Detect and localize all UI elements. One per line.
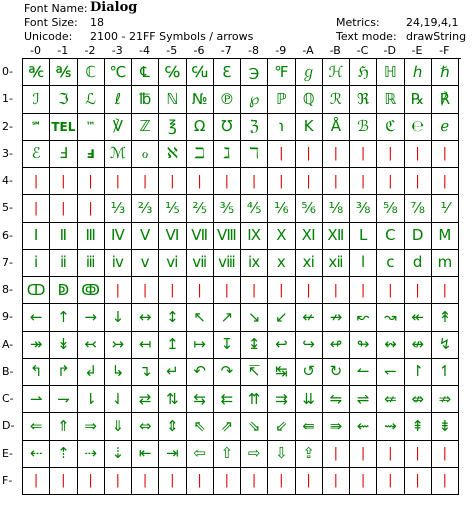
glyph-cell: ↥: [159, 332, 186, 359]
missing-glyph-cell: |: [377, 441, 404, 468]
glyph-cell: ⅓: [105, 195, 132, 222]
text-mode-label: Text mode:: [336, 30, 397, 43]
missing-glyph-cell: |: [432, 168, 459, 195]
glyph-cell: ⇪: [296, 441, 323, 468]
glyph-cell: ↮: [405, 332, 432, 359]
glyph-cell: ↚: [296, 304, 323, 331]
glyph-cell: ⅱ: [50, 250, 77, 277]
glyph-cell: ⇃: [105, 386, 132, 413]
glyph-cell: ⇚: [296, 413, 323, 440]
glyph-cell: ⇊: [296, 386, 323, 413]
glyph-cell: ℟: [432, 86, 459, 113]
glyph-cell: ↼: [350, 359, 377, 386]
glyph-cell: ⅲ: [78, 250, 105, 277]
glyph-cell: ⇏: [432, 386, 459, 413]
glyph-cell: ⇝: [377, 413, 404, 440]
glyph-cell: ℏ: [432, 59, 459, 86]
glyph-cell: ↙: [268, 304, 295, 331]
glyph-cell: ↛: [323, 304, 350, 331]
missing-glyph-cell: |: [78, 468, 105, 495]
metrics-label: Metrics:: [336, 16, 380, 29]
row-header: E-: [2, 446, 13, 460]
missing-glyph-cell: |: [350, 168, 377, 195]
glyph-cell: ⇞: [405, 413, 432, 440]
glyph-cell: Ⅾ: [405, 223, 432, 250]
glyph-cell: ⇖: [187, 413, 214, 440]
glyph-cell: ℳ: [105, 141, 132, 168]
row-header: 4-: [2, 174, 13, 187]
glyph-cell: ℔: [132, 86, 159, 113]
row-header: 6-: [2, 228, 13, 242]
glyph-cell: ⇙: [268, 413, 295, 440]
glyph-cell: ℶ: [187, 141, 214, 168]
glyph-cell: ↞: [405, 304, 432, 331]
glyph-cell: ↬: [350, 332, 377, 359]
missing-glyph-cell: |: [105, 168, 132, 195]
glyph-cell: ⅹ: [268, 250, 295, 277]
glyph-cell: ⇒: [78, 413, 105, 440]
glyph-cell: ℧: [214, 114, 241, 141]
missing-glyph-cell: |: [432, 441, 459, 468]
glyph-cell: ⇂: [78, 386, 105, 413]
row-header: C-: [2, 392, 14, 405]
glyph-cell: Ⅰ: [23, 223, 50, 250]
glyph-cell: ↭: [377, 332, 404, 359]
glyph-cell: Ⅳ: [105, 223, 132, 250]
missing-glyph-cell: |: [50, 195, 77, 222]
column-header: -0: [30, 44, 41, 57]
missing-glyph-cell: |: [432, 277, 459, 304]
glyph-cell: →: [78, 304, 105, 331]
glyph-cell: ℵ: [159, 141, 186, 168]
glyph-cell: ⅙: [268, 195, 295, 222]
column-header: -E: [411, 44, 423, 57]
glyph-cell: ℋ: [323, 59, 350, 86]
glyph-cell: ⇅: [159, 386, 186, 413]
glyph-cell: ⅚: [296, 195, 323, 222]
glyph-cell: ⇣: [105, 441, 132, 468]
glyph-cell: ℍ: [377, 59, 404, 86]
glyph-cell: ℩: [268, 114, 295, 141]
column-header: -8: [248, 44, 259, 57]
glyph-cell: ↿: [432, 359, 459, 386]
glyph-cell: ⅾ: [405, 250, 432, 277]
glyph-cell: ℸ: [241, 141, 268, 168]
missing-glyph-cell: |: [323, 141, 350, 168]
glyph-cell: ⅜: [350, 195, 377, 222]
glyph-cell: ↦: [187, 332, 214, 359]
missing-glyph-cell: |: [405, 441, 432, 468]
row-header: 3-: [2, 146, 13, 160]
glyph-cell: ⇕: [159, 413, 186, 440]
glyph-cell: ⇌: [350, 386, 377, 413]
glyph-cell: ↶: [187, 359, 214, 386]
glyph-cell: ↳: [105, 359, 132, 386]
glyph-cell: ℷ: [214, 141, 241, 168]
unicode-label: Unicode:: [24, 30, 73, 43]
glyph-cell: ↑: [50, 304, 77, 331]
glyph-cell: ℎ: [405, 59, 432, 86]
glyph-cell: ↔: [132, 304, 159, 331]
glyph-cell: ⅷ: [214, 250, 241, 277]
missing-glyph-cell: |: [323, 277, 350, 304]
missing-glyph-cell: |: [50, 468, 77, 495]
missing-glyph-cell: |: [23, 468, 50, 495]
glyph-cell: Ⅶ: [187, 223, 214, 250]
glyph-cell: ↟: [432, 304, 459, 331]
row-header: F-: [2, 473, 13, 487]
glyph-cell: ↢: [78, 332, 105, 359]
missing-glyph-cell: |: [432, 468, 459, 495]
metrics-value: 24,19,4,1: [406, 16, 459, 29]
glyph-cell: ⅖: [187, 195, 214, 222]
glyph-cell: ⅻ: [323, 250, 350, 277]
missing-glyph-cell: |: [296, 277, 323, 304]
glyph-cell: ℞: [405, 86, 432, 113]
glyph-cell: ⇆: [187, 386, 214, 413]
glyph-cell: ℐ: [23, 86, 50, 113]
glyph-cell: ↲: [78, 359, 105, 386]
glyph-cell: ℤ: [132, 114, 159, 141]
glyph-cell: ⅛: [323, 195, 350, 222]
column-header: -F: [439, 44, 450, 57]
missing-glyph-cell: |: [268, 277, 295, 304]
glyph-cell: ⇄: [132, 386, 159, 413]
missing-glyph-cell: |: [159, 168, 186, 195]
glyph-cell: ℰ: [23, 141, 50, 168]
row-header: 1-: [2, 92, 13, 106]
row-header: 5-: [2, 201, 13, 215]
font-size-value: 18: [90, 16, 104, 29]
column-header: -A: [302, 44, 314, 57]
missing-glyph-cell: |: [405, 277, 432, 304]
missing-glyph-cell: |: [241, 468, 268, 495]
glyph-cell: ℁: [50, 59, 77, 86]
glyph-cell: ⅿ: [432, 250, 459, 277]
missing-glyph-cell: |: [296, 168, 323, 195]
glyph-cell: ⅞: [405, 195, 432, 222]
missing-glyph-cell: |: [350, 441, 377, 468]
missing-glyph-cell: |: [78, 195, 105, 222]
glyph-cell: ↜: [350, 304, 377, 331]
glyph-cell: Å: [323, 114, 350, 141]
glyph-cell: ↽: [377, 359, 404, 386]
glyph-cell: ↨: [241, 332, 268, 359]
glyph-cell: ↧: [214, 332, 241, 359]
missing-glyph-cell: |: [214, 168, 241, 195]
glyph-cell: ↺: [296, 359, 323, 386]
glyph-cell: ⅸ: [241, 250, 268, 277]
glyph-cell: ⇗: [214, 413, 241, 440]
glyph-cell: ⇨: [241, 441, 268, 468]
column-header: -2: [84, 44, 96, 57]
glyph-cell: ℓ: [105, 86, 132, 113]
glyph-cell: ℙ: [268, 86, 295, 113]
glyph-cell: ℊ: [296, 59, 323, 86]
glyph-cell: ⇐: [23, 413, 50, 440]
glyph-grid: [22, 58, 461, 495]
glyph-cell: ⅔: [132, 195, 159, 222]
glyph-cell: ℥: [159, 114, 186, 141]
glyph-cell: ℨ: [241, 114, 268, 141]
glyph-cell: K: [296, 114, 323, 141]
glyph-cell: ⅽ: [377, 250, 404, 277]
glyph-cell: ⇔: [132, 413, 159, 440]
row-header: 7-: [2, 255, 13, 269]
missing-glyph-cell: |: [377, 168, 404, 195]
glyph-cell: ⇀: [23, 386, 50, 413]
column-header: -7: [220, 44, 232, 57]
glyph-cell: ⅰ: [23, 250, 50, 277]
missing-glyph-cell: |: [105, 468, 132, 495]
glyph-cell: ↰: [23, 359, 50, 386]
glyph-cell: ⇓: [105, 413, 132, 440]
glyph-cell: ⇦: [187, 441, 214, 468]
unicode-range-value: 2100 - 21FF Symbols / arrows: [90, 30, 254, 43]
glyph-cell: ↹: [268, 359, 295, 386]
glyph-cell: Ⅽ: [377, 223, 404, 250]
glyph-cell: ℇ: [214, 59, 241, 86]
glyph-cell: ℕ: [159, 86, 186, 113]
glyph-cell: Ⅸ: [241, 223, 268, 250]
glyph-cell: ↻: [323, 359, 350, 386]
missing-glyph-cell: |: [268, 468, 295, 495]
missing-glyph-cell: |: [23, 195, 50, 222]
glyph-cell: ℑ: [50, 86, 77, 113]
missing-glyph-cell: |: [405, 168, 432, 195]
glyph-cell: ↓: [105, 304, 132, 331]
glyph-cell: ⇤: [132, 441, 159, 468]
glyph-cell: ↪: [296, 332, 323, 359]
glyph-cell: Ⅼ: [350, 223, 377, 250]
glyph-cell: ℉: [268, 59, 295, 86]
missing-glyph-cell: |: [323, 441, 350, 468]
glyph-cell: ℝ: [377, 86, 404, 113]
missing-glyph-cell: |: [268, 141, 295, 168]
row-header: 9-: [2, 310, 13, 324]
glyph-cell: ↠: [23, 332, 50, 359]
missing-glyph-cell: |: [187, 468, 214, 495]
missing-glyph-cell: |: [241, 168, 268, 195]
glyph-cell: ℄: [132, 59, 159, 86]
glyph-cell: ℮: [405, 114, 432, 141]
glyph-cell: ⇥: [159, 441, 186, 468]
font-size-label: Font Size:: [24, 16, 78, 29]
missing-glyph-cell: |: [268, 168, 295, 195]
column-header: -C: [356, 44, 369, 57]
glyph-cell: ⅵ: [159, 250, 186, 277]
missing-glyph-cell: |: [405, 468, 432, 495]
missing-glyph-cell: |: [159, 468, 186, 495]
column-header: -3: [111, 44, 123, 57]
glyph-cell: ⇧: [214, 441, 241, 468]
missing-glyph-cell: |: [214, 277, 241, 304]
glyph-cell: ⅺ: [296, 250, 323, 277]
missing-glyph-cell: |: [105, 277, 132, 304]
glyph-cell: Ⅿ: [432, 223, 459, 250]
glyph-cell: ⇍: [377, 386, 404, 413]
glyph-cell: ℴ: [132, 141, 159, 168]
glyph-cell: ↸: [241, 359, 268, 386]
glyph-cell: ↾: [405, 359, 432, 386]
glyph-cell: ⇟: [432, 413, 459, 440]
glyph-cell: ℂ: [78, 59, 105, 86]
glyph-cell: Ⅲ: [78, 223, 105, 250]
column-header: -1: [57, 44, 69, 57]
missing-glyph-cell: |: [296, 141, 323, 168]
glyph-cell: ℅: [159, 59, 186, 86]
glyph-cell: ⇘: [241, 413, 268, 440]
column-header: -6: [193, 44, 205, 57]
column-header: -D: [383, 44, 396, 57]
glyph-cell: ⇈: [241, 386, 268, 413]
missing-glyph-cell: |: [350, 277, 377, 304]
glyph-cell: ↩: [268, 332, 295, 359]
glyph-cell: ↱: [50, 359, 77, 386]
row-header: 2-: [2, 119, 13, 133]
glyph-cell: ⇉: [268, 386, 295, 413]
glyph-cell: №: [187, 86, 214, 113]
glyph-cell: Ⅱ: [50, 223, 77, 250]
glyph-cell: ↡: [50, 332, 77, 359]
glyph-cell: ℒ: [78, 86, 105, 113]
glyph-cell: ↀ: [23, 277, 50, 304]
missing-glyph-cell: |: [132, 277, 159, 304]
glyph-cell: ⇎: [405, 386, 432, 413]
glyph-cell: ⅴ: [132, 250, 159, 277]
glyph-cell: ℚ: [296, 86, 323, 113]
glyph-cell: ⅟: [432, 195, 459, 222]
glyph-cell: ℗: [214, 86, 241, 113]
glyph-cell: ⅝: [377, 195, 404, 222]
glyph-cell: ⇠: [23, 441, 50, 468]
glyph-cell: ℌ: [350, 59, 377, 86]
glyph-cell: ℛ: [323, 86, 350, 113]
glyph-cell: ⇢: [78, 441, 105, 468]
glyph-cell: ℘: [241, 86, 268, 113]
font-name-label: Font Name:: [24, 2, 88, 15]
row-header: B-: [2, 364, 14, 378]
glyph-cell: Ⅵ: [159, 223, 186, 250]
glyph-cell: ↷: [214, 359, 241, 386]
glyph-cell: Ⅷ: [214, 223, 241, 250]
glyph-cell: ℆: [187, 59, 214, 86]
glyph-cell: ℀: [23, 59, 50, 86]
glyph-cell: ⇩: [268, 441, 295, 468]
glyph-cell: ↴: [132, 359, 159, 386]
glyph-cell: ⅼ: [350, 250, 377, 277]
glyph-cell: ℃: [105, 59, 132, 86]
row-header: D-: [2, 419, 15, 433]
column-header: -4: [139, 44, 150, 57]
glyph-cell: ⇜: [350, 413, 377, 440]
glyph-cell: ↂ: [78, 277, 105, 304]
glyph-cell: ↤: [132, 332, 159, 359]
glyph-cell: Ⅻ: [323, 223, 350, 250]
glyph-cell: ⅳ: [105, 250, 132, 277]
glyph-cell: ↝: [377, 304, 404, 331]
missing-glyph-cell: |: [78, 168, 105, 195]
missing-glyph-cell: |: [159, 277, 186, 304]
missing-glyph-cell: |: [187, 168, 214, 195]
glyph-cell: ⇑: [50, 413, 77, 440]
glyph-cell: ↁ: [50, 277, 77, 304]
missing-glyph-cell: |: [405, 141, 432, 168]
missing-glyph-cell: |: [377, 277, 404, 304]
glyph-cell: ←: [23, 304, 50, 331]
missing-glyph-cell: |: [50, 168, 77, 195]
glyph-cell: ⇡: [50, 441, 77, 468]
glyph-cell: ↣: [105, 332, 132, 359]
glyph-cell: ℈: [241, 59, 268, 86]
glyph-cell: ↘: [241, 304, 268, 331]
glyph-cell: ℜ: [350, 86, 377, 113]
glyph-cell: ℬ: [350, 114, 377, 141]
glyph-cell: ↖: [187, 304, 214, 331]
column-header: -B: [329, 44, 341, 57]
glyph-cell: ⅘: [241, 195, 268, 222]
glyph-cell: ⅶ: [187, 250, 214, 277]
glyph-cell: Ⅴ: [132, 223, 159, 250]
glyph-cell: ™: [78, 114, 105, 141]
missing-glyph-cell: |: [187, 277, 214, 304]
glyph-cell: Ω: [187, 114, 214, 141]
missing-glyph-cell: |: [296, 468, 323, 495]
glyph-cell: ℣: [105, 114, 132, 141]
missing-glyph-cell: |: [132, 468, 159, 495]
row-header: 0-: [2, 65, 13, 78]
glyph-cell: ℠: [23, 114, 50, 141]
glyph-cell: ⇛: [323, 413, 350, 440]
glyph-cell: ℭ: [377, 114, 404, 141]
glyph-cell: ⇁: [50, 386, 77, 413]
glyph-cell: Ⅹ: [268, 223, 295, 250]
missing-glyph-cell: |: [350, 468, 377, 495]
missing-glyph-cell: |: [323, 468, 350, 495]
column-header: -5: [166, 44, 178, 57]
glyph-cell: ⇋: [323, 386, 350, 413]
glyph-cell: ⅗: [214, 195, 241, 222]
missing-glyph-cell: |: [214, 468, 241, 495]
missing-glyph-cell: |: [23, 168, 50, 195]
glyph-cell: ℯ: [432, 114, 459, 141]
missing-glyph-cell: |: [350, 141, 377, 168]
glyph-cell: TEL: [50, 114, 77, 141]
glyph-cell: ↵: [159, 359, 186, 386]
text-mode-value: drawString: [406, 30, 467, 43]
glyph-cell: ⅕: [159, 195, 186, 222]
glyph-cell: ↕: [159, 304, 186, 331]
glyph-cell: ⇇: [214, 386, 241, 413]
missing-glyph-cell: |: [432, 141, 459, 168]
missing-glyph-cell: |: [132, 168, 159, 195]
glyph-cell: ↫: [323, 332, 350, 359]
missing-glyph-cell: |: [241, 277, 268, 304]
missing-glyph-cell: |: [377, 141, 404, 168]
missing-glyph-cell: |: [377, 468, 404, 495]
glyph-cell: Ⅎ: [78, 141, 105, 168]
missing-glyph-cell: |: [323, 168, 350, 195]
row-header: A-: [2, 337, 14, 351]
glyph-cell: Ⅎ: [50, 141, 77, 168]
row-header: 8-: [2, 283, 13, 296]
glyph-cell: Ⅺ: [296, 223, 323, 250]
column-header: -9: [275, 44, 287, 57]
font-name-value: Dialog: [90, 0, 138, 15]
glyph-cell: ↗: [214, 304, 241, 331]
glyph-cell: ↯: [432, 332, 459, 359]
